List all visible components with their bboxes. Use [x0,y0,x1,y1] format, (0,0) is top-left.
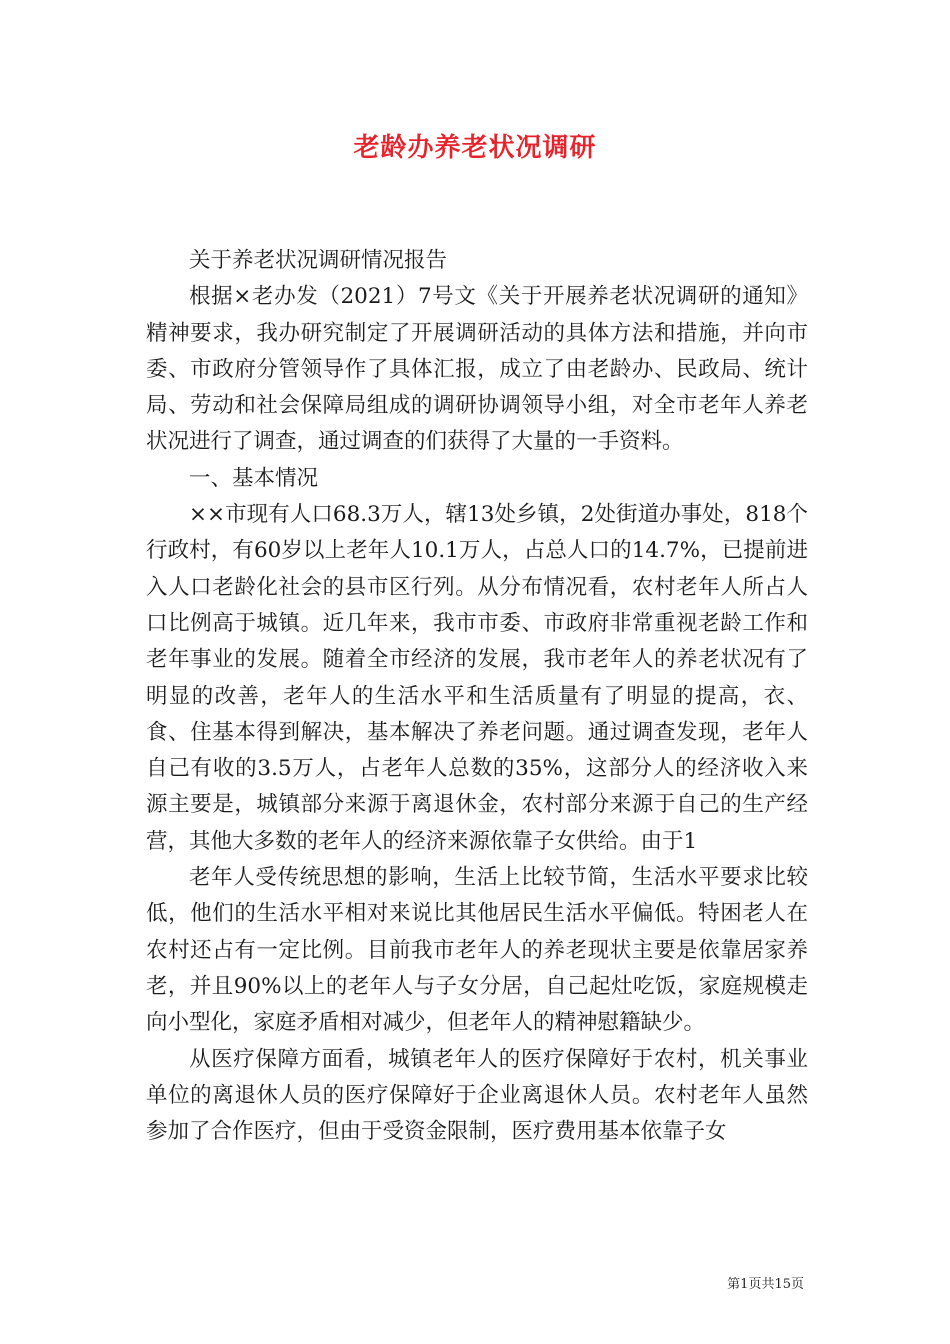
page-footer: 第1页共15页 [727,1277,804,1292]
paragraph-basic-situation: ××市现有人口68.3万人，辖13处乡镇，2处街道办事处，818个行政村，有60岁以上老年人10.1万人，占总人口的14.7%，已提前进入人口老龄化社会的县市区行列。从分布情况看，农村老年人所占人口比例高于城镇。近几年来，我市市委、市政府非常重视老龄工作和老年事业的发展。随着全市经济的发展，我市老年人的养老状况有了明显的改善，老年人的生活水平和生活质量有了明显的提高，衣、食、住基本得到解决，基本解决了养老问题。通过调查发现，老年人自己有收的3.5万人，占老年人总数的35%，这部分人的经济收入来源主要是，城镇部分来源于离退休金，农村部分来源于自己的生产经营，其他大多数的老年人的经济来源依靠子女供给。由于1 [146,502,808,854]
section-heading-basic: 一、基本情况 [189,465,319,491]
paragraph-medical: 从医疗保障方面看，城镇老年人的医疗保障好于农村，机关事业单位的离退休人员的医疗保障好于企业离退休人员。农村老年人虽然参加了合作医疗，但由于受资金限制，医疗费用基本依靠子女 [146,1046,808,1145]
document-body [146,243,808,1150]
report-heading: 关于养老状况调研情况报告 [189,248,448,273]
paragraph-living-standard: 老年人受传统思想的影响，生活上比较节简，生活水平要求比较低，他们的生活水平相对来说比其他居民生活水平偏低。特困老人在农村还占有一定比例。目前我市老年人的养老现状主要是依靠居家养老，并且90%以上的老年人与子女分居，自己起灶吃饭，家庭规模走向小型化，家庭矛盾相对减少，但老年人的精神慰籍缺少。 [146,865,808,1036]
document-title: 老龄办养老状况调研 [353,133,597,163]
paragraph-intro: 根据×老办发（2021）7号文《关于开展养老状况调研的通知》精神要求，我办研究制定了开展调研活动的具体方法和措施，并向市委、市政府分管领导作了具体汇报，成立了由老龄办、民政局、统计局、劳动和社会保障局组成的调研协调领导小组，对全市老年人养老状况进行了调查，通过调查的们获得了大量的一手资料。 [146,284,808,455]
